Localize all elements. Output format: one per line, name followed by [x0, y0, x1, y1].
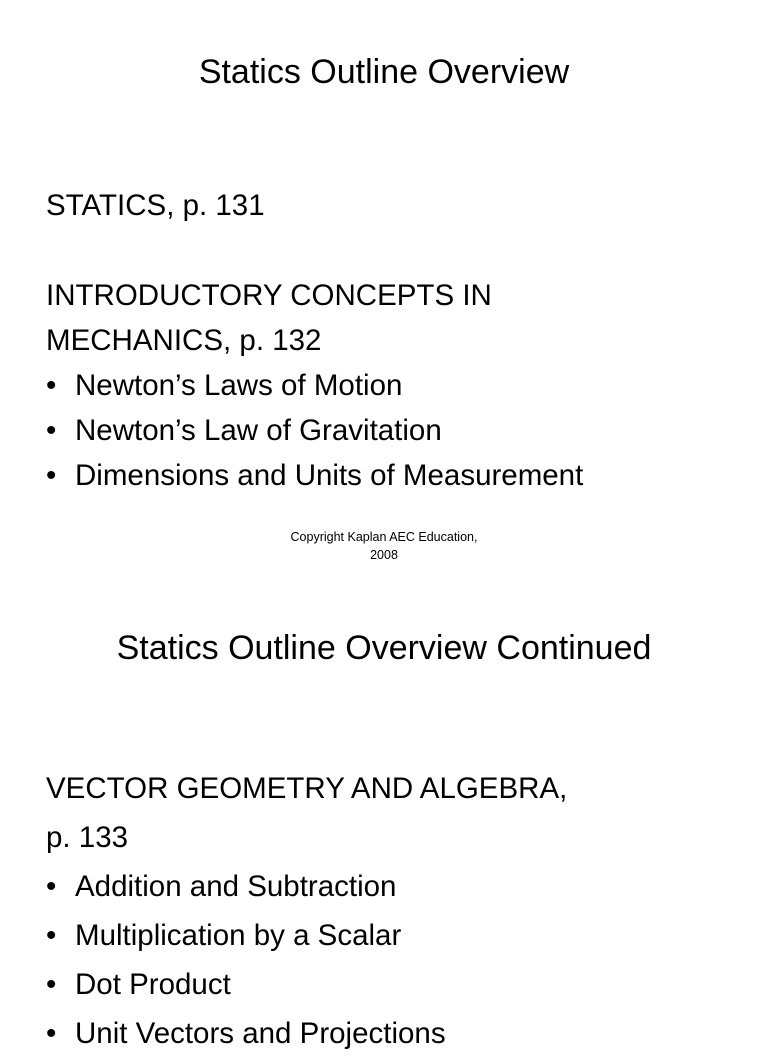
section-heading-vector-line2: p. 133	[46, 821, 129, 854]
bullet-icon: •	[46, 1017, 57, 1050]
slide-body	[46, 183, 583, 498]
section-heading-introductory-line1: INTRODUCTORY CONCEPTS IN	[46, 279, 492, 312]
list-item	[46, 960, 567, 1009]
list-item-text: Dot Product	[75, 968, 231, 1001]
list-item-text: Newton’s Law of Gravitation	[75, 414, 442, 447]
list-item-text: Newton’s Laws of Motion	[75, 369, 403, 402]
list-item	[46, 911, 567, 960]
bullet-icon: •	[46, 459, 57, 492]
list-item	[46, 453, 583, 498]
bullet-icon: •	[46, 414, 57, 447]
list-item	[46, 1009, 567, 1058]
slide-2	[0, 576, 768, 1050]
section-heading-vector-line1: VECTOR GEOMETRY AND ALGEBRA,	[46, 772, 568, 805]
slide-title: Statics Outline Overview	[198, 53, 570, 91]
list-item	[46, 862, 567, 911]
slide-body	[46, 764, 567, 1058]
list-item-text: Addition and Subtraction	[75, 870, 397, 903]
bullet-icon: •	[46, 919, 57, 952]
bullet-icon: •	[46, 968, 57, 1001]
section-heading-statics: STATICS, p. 131	[46, 189, 265, 222]
bullet-icon: •	[46, 369, 57, 402]
slide-title: Statics Outline Overview Continued	[116, 629, 652, 667]
bullet-icon: •	[46, 870, 57, 903]
copyright-year: 2008	[370, 548, 398, 562]
section-heading-introductory-line2: MECHANICS, p. 132	[46, 324, 322, 357]
copyright-line: Copyright Kaplan AEC Education,	[290, 530, 478, 544]
copyright-notice	[0, 528, 768, 564]
list-item-text: Multiplication by a Scalar	[75, 919, 402, 952]
list-item-text: Unit Vectors and Projections	[75, 1017, 446, 1050]
list-item-text: Dimensions and Units of Measurement	[75, 459, 584, 492]
list-item	[46, 408, 583, 453]
list-item	[46, 363, 583, 408]
